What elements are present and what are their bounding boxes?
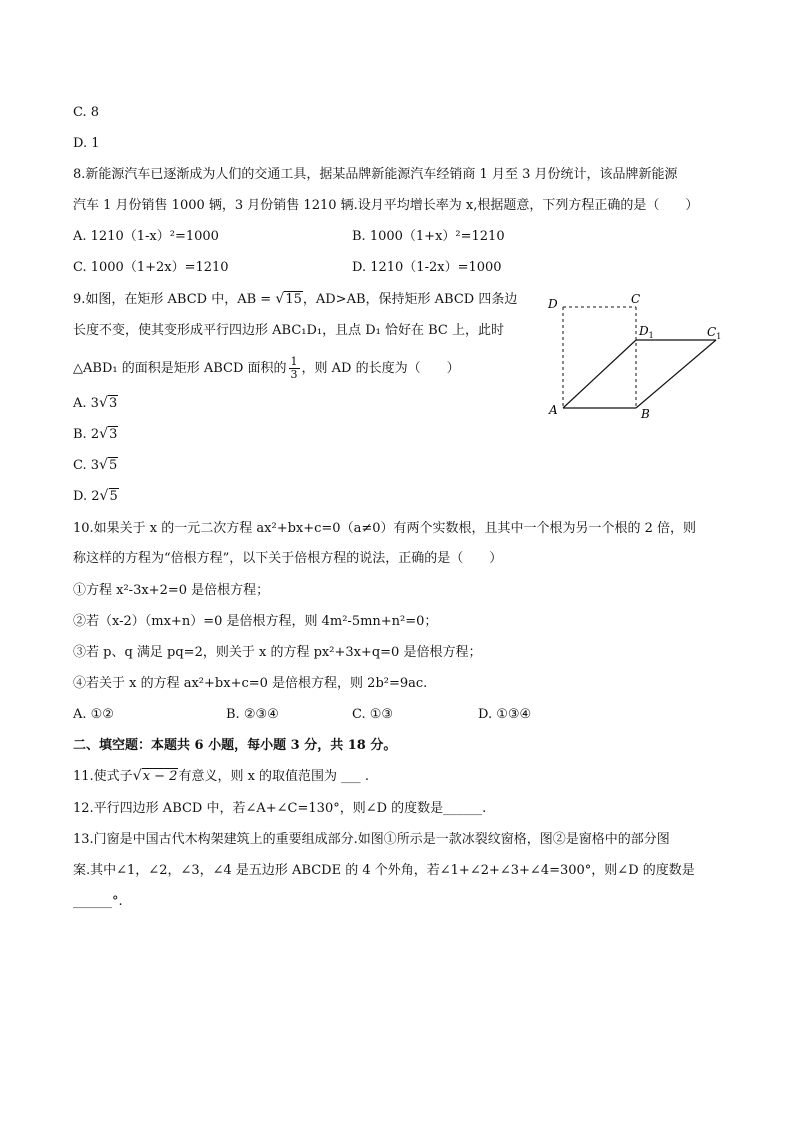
- q9-fraction-denominator: 3: [290, 368, 298, 381]
- q10-option-a: A. ①②: [73, 707, 114, 722]
- q9-stem-line1: [73, 290, 517, 310]
- q13-stem-line2: 案.其中∠1，∠2，∠3，∠4 是五边形 ABCDE 的 4 个外角，若∠1+∠2+∠3+∠4=300°，则∠D 的度数是: [73, 863, 695, 878]
- side-ad1: [563, 340, 636, 408]
- q9-fraction: [289, 356, 300, 381]
- q9-fraction-numerator: 1: [290, 355, 298, 368]
- q9-option-d: [73, 487, 119, 507]
- q10-stem-line2: 称这样的方程为“倍根方程”，以下关于倍根方程的说法，正确的是（ ）: [73, 551, 503, 566]
- q10-option-c: C. ①③: [352, 707, 394, 722]
- label-d1-letter: D: [639, 324, 649, 338]
- section-2-heading: 二、填空题：本题共 6 小题，每小题 3 分，共 18 分。: [73, 738, 397, 753]
- label-d1: [638, 324, 654, 340]
- q9-option-a-coef: A. 3: [73, 396, 99, 411]
- q7-option-c: C. 8: [73, 105, 100, 120]
- q9-sqrt: [275, 290, 303, 310]
- q9-stem-line1-a: 9.如图，在矩形 ABCD 中，AB =: [73, 292, 276, 307]
- q9-figure: [540, 288, 730, 423]
- label-c1-letter: C: [707, 325, 717, 339]
- q9-option-b-radicand: 3: [109, 427, 118, 442]
- label-d1-subscript: 1: [648, 331, 654, 340]
- q11-sqrt: [133, 767, 179, 787]
- q8-option-b: B. 1000（1+x）²=1210: [352, 229, 505, 244]
- q9-option-c: [73, 456, 118, 476]
- q10-option-d: D. ①③④: [478, 707, 532, 722]
- q10-statement-3: ③若 p、q 满足 pq=2，则关于 x 的方程 px²+3x+q=0 是倍根方程；: [73, 645, 482, 660]
- q9-stem-line3-a: △ABD₁ 的面积是矩形 ABCD 面积的: [73, 361, 287, 376]
- q13-stem-line1: 13.门窗是中国古代木构架建筑上的重要组成部分.如图①所示是一款冰裂纹窗格，图②是窗格中的部分图: [73, 832, 670, 847]
- q11-stem-pre: 11.使式子: [73, 769, 133, 784]
- q9-sqrt-radicand: 15: [285, 292, 302, 307]
- q9-option-a: [73, 394, 118, 414]
- q8-option-a: A. 1210（1-x）²=1000: [73, 229, 219, 244]
- q10-statement-2: ②若（x-2）（mx+n）=0 是倍根方程，则 4m²-5mn+n²=0；: [73, 614, 438, 629]
- label-c1: [707, 325, 721, 341]
- q10-stem-line1: 10.如果关于 x 的一元二次方程 ax²+bx+c=0（a≠0）有两个实数根，且其中一个根为另一个根的 2 倍，则: [73, 521, 697, 536]
- q9-option-d-coef: D. 2: [73, 489, 100, 504]
- q12-stem: 12.平行四边形 ABCD 中，若∠A+∠C=130°，则∠D 的度数是______.: [73, 801, 487, 816]
- q9-stem-line1-b: ，AD>AB，保持矩形 ABCD 四条边: [302, 292, 518, 307]
- label-c1-subscript: 1: [716, 332, 722, 341]
- q13-stem-line3: ______°.: [73, 894, 123, 909]
- q7-option-d: D. 1: [73, 136, 100, 151]
- q8-stem-line1: 8.新能源汽车已逐渐成为人们的交通工具，据某品牌新能源汽车经销商 1 月至 3 月份统计，该品牌新能源: [73, 167, 678, 182]
- q8-option-d: D. 1210（1-2x）=1000: [352, 260, 502, 275]
- q9-option-a-sqrt: [99, 394, 118, 414]
- q9-option-a-radicand: 3: [108, 396, 118, 411]
- q11-stem-post: 有意义，则 x 的取值范围为 ___ .: [178, 769, 369, 784]
- label-a: A: [549, 403, 558, 417]
- q8-stem-line2: 汽车 1 月份销售 1000 辆，3 月份销售 1210 辆.设月平均增长率为 x,根据题意，下列方程正确的是（ ）: [73, 198, 699, 213]
- q9-option-c-coef: C. 3: [73, 458, 100, 473]
- side-bc1: [636, 340, 716, 408]
- label-d: D: [548, 297, 558, 311]
- q9-option-d-radicand: 5: [109, 489, 118, 504]
- q9-option-b-sqrt: [99, 425, 118, 445]
- q9-stem-line3: [73, 356, 460, 381]
- q11-stem: [73, 767, 369, 787]
- label-b: B: [641, 407, 650, 421]
- q9-option-b-coef: B. 2: [73, 427, 100, 442]
- q9-stem-line2: 长度不变，使其变形成平行四边形 ABC₁D₁，且点 D₁ 恰好在 BC 上，此时: [73, 323, 505, 338]
- label-c: C: [631, 292, 641, 306]
- q9-option-c-sqrt: [99, 456, 118, 476]
- q9-option-d-sqrt: [100, 487, 119, 507]
- q9-option-c-radicand: 5: [109, 458, 118, 473]
- q10-option-b: B. ②③④: [226, 707, 279, 722]
- q9-stem-line3-b: ，则 AD 的长度为（ ）: [301, 361, 460, 376]
- q10-statement-1: ①方程 x²-3x+2=0 是倍根方程；: [73, 583, 270, 598]
- q9-option-b: [73, 425, 118, 445]
- q10-statement-4: ④若关于 x 的方程 ax²+bx+c=0 是倍根方程，则 2b²=9ac.: [73, 676, 428, 691]
- q8-option-c: C. 1000（1+2x）=1210: [73, 260, 229, 275]
- q11-sqrt-radicand: x − 2: [142, 769, 178, 784]
